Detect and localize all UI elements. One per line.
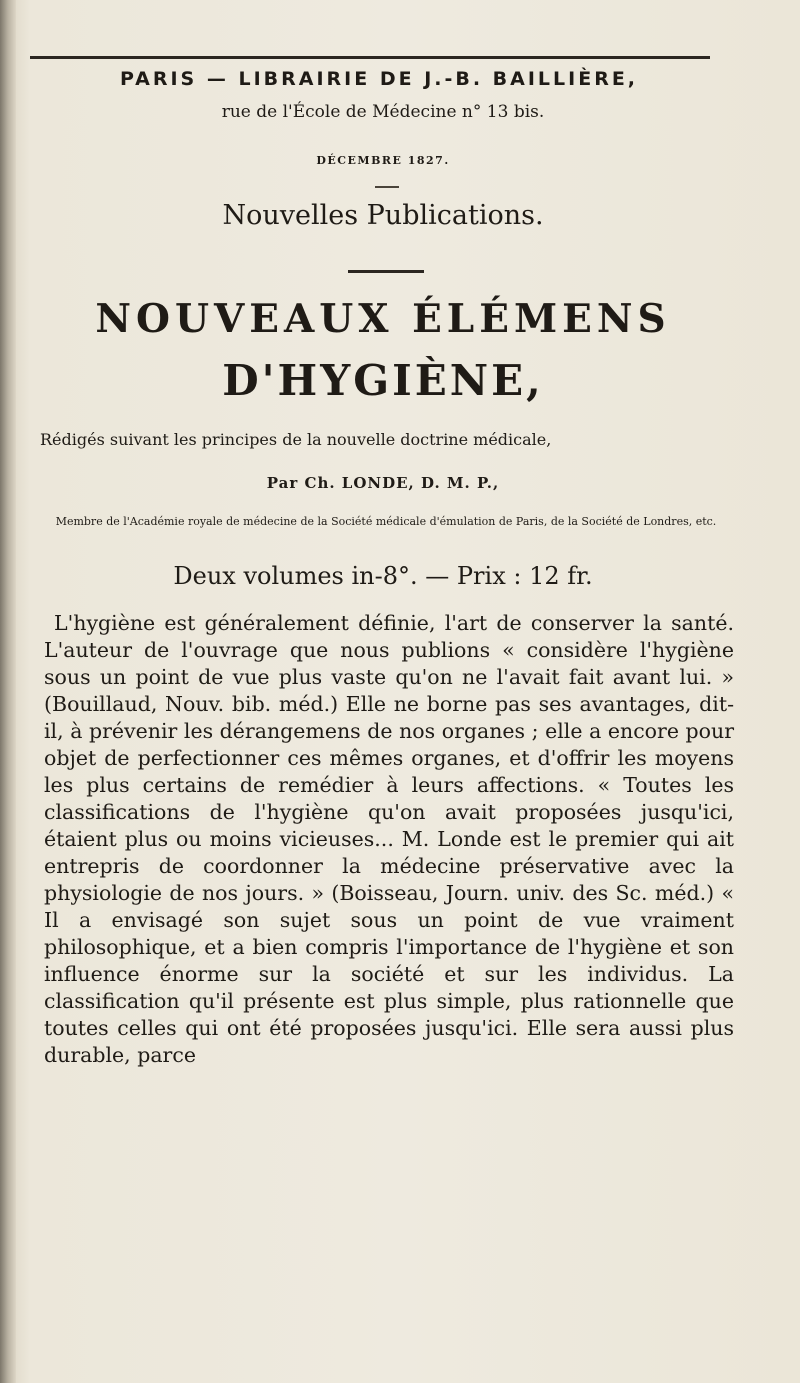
book-title-line1: NOUVEAUX ÉLÉMENS [95,296,671,342]
publisher-address: rue de l'École de Médecine n° 13 bis. [221,102,545,122]
publisher-line: PARIS — LIBRAIRIE DE J.-B. BAILLIÈRE, [119,68,639,90]
binding-gutter [0,0,16,1383]
book-subtitle: Rédigés suivant les principes de la nouvelle doctrine médicale, [40,430,552,449]
title-divider [348,270,424,273]
book-title-line2: D'HYGIÈNE, [222,356,544,405]
review-paragraph: L'hygiène est généralement définie, l'art de conserver la santé. L'auteur de l'ouvrage que nous publions « considère l'hygiène sous un point de vue plus vaste qu'on ne l'avait fait avant lui. » (Bouillaud, Nouv. bib. méd.) Elle ne borne pas ses avantages, dit-il, à prévenir les dérangemens de nos organes ; elle a encore pour objet de perfectionner ces mêmes organes, et d'offrir les moyens les plus certains de remédier à leurs affections. « Toutes les classifications de l'hygiène qu'on avait proposées jusqu'ici, étaient plus ou moins vicieuses... M. Londe est le premier qui ait entrepris de coordonner la médecine préservative avec la physiologie de nos jours. » (Boisseau, Journ. univ. des Sc. méd.) « Il a envisagé son sujet sous un point de vue vraiment philosophique, et a bien compris l'importance de l'hygiène et son influence énorme sur la société et sur les individus. La classification qu'il présente est plus simple, plus rationnelle que toutes celles qui ont été proposées jusqu'ici. Elle sera aussi plus durable, parce [44,611,734,1067]
small-divider [375,186,399,188]
section-title: Nouvelles Publications. [222,200,544,231]
volumes-price: Deux volumes in-8°. — Prix : 12 fr. [173,562,593,590]
top-border-rule [30,56,710,59]
book-author: Par Ch. LONDE, D. M. P., [266,474,500,492]
review-body [44,610,734,1069]
publication-date: DÉCEMBRE 1827. [316,154,450,167]
author-membership: Membre de l'Académie royale de médecine de la Société médicale d'émulation de Paris, de la Société de Londres, etc. [55,515,717,528]
